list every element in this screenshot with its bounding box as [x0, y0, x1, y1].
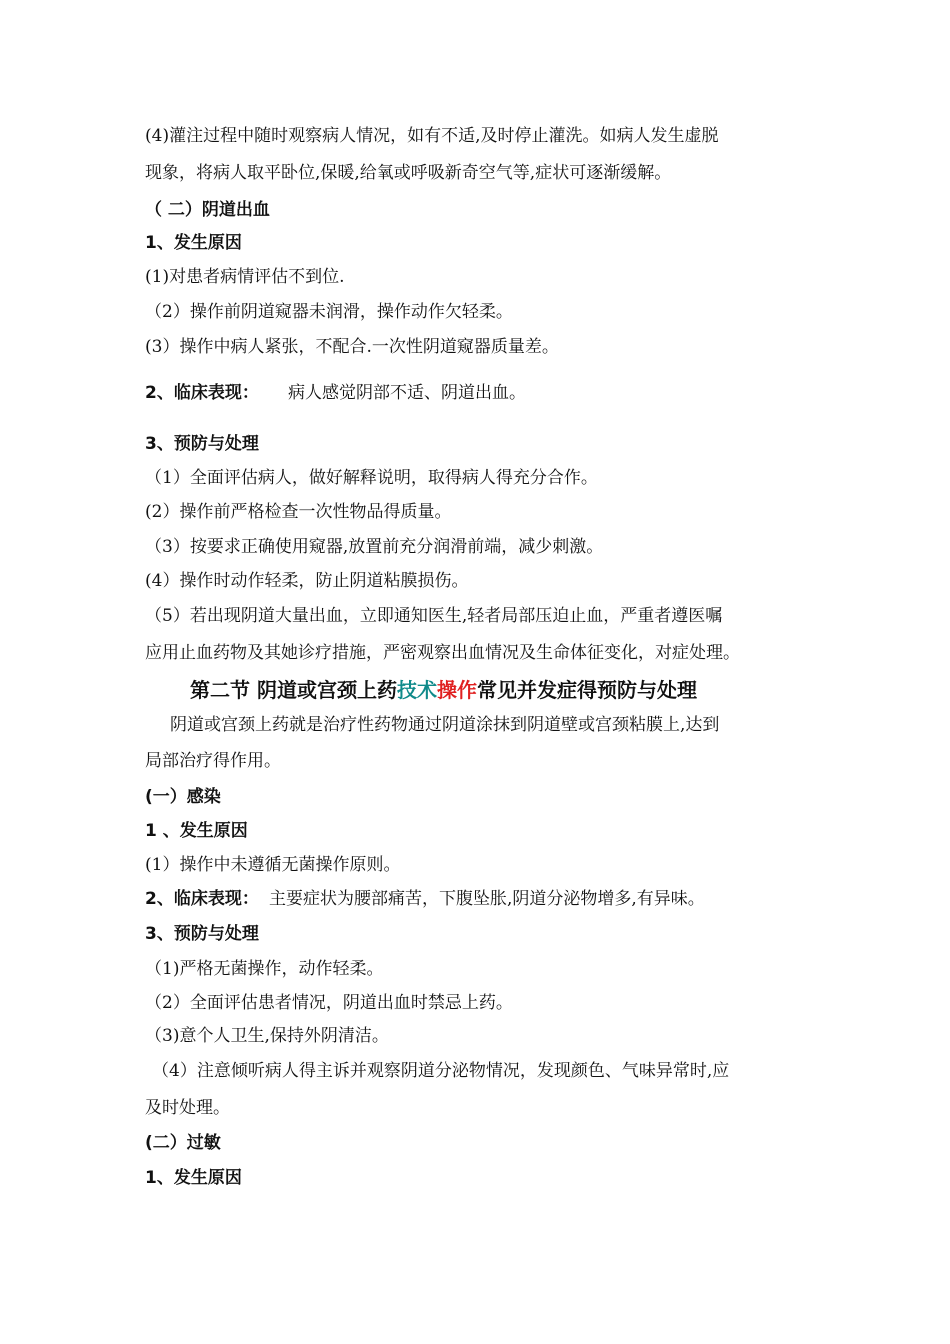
list-item: （1）全面评估病人，做好解释说明，取得病人得充分合作。: [145, 468, 598, 488]
paragraph-line: (4)灌注过程中随时观察病人情况，如有不适,及时停止灌洗。如病人发生虚脱: [145, 126, 719, 146]
list-item: (4）操作时动作轻柔，防止阴道粘膜损伤。: [145, 571, 469, 591]
paragraph-line: 现象，将病人取平卧位,保暖,给氧或呼吸新奇空气等,症状可逐渐缓解。: [145, 163, 672, 183]
list-item: （2）操作前阴道窥器未润滑，操作动作欠轻柔。: [145, 302, 513, 322]
section-title: [190, 676, 697, 704]
list-item: （3）按要求正确使用窥器,放置前充分润滑前端，减少刺激。: [145, 537, 604, 557]
paragraph-line: 及时处理。: [145, 1098, 230, 1118]
list-item: (1）操作中未遵循无菌操作原则。: [145, 855, 401, 875]
list-item: (3）操作中病人紧张，不配合.一次性阴道窥器质量差。: [145, 337, 559, 357]
list-item: （3)意个人卫生,保持外阴清洁。: [145, 1026, 389, 1046]
paragraph-line: 主要症状为腰部痛苦，下腹坠胀,阴道分泌物增多,有异味。: [269, 889, 705, 909]
item-heading: 2、临床表现：: [145, 889, 259, 909]
paragraph-line: 病人感觉阴部不适、阴道出血。: [288, 383, 526, 403]
subsection-heading: （ 二）阴道出血: [145, 200, 270, 220]
paragraph-line: 阴道或宫颈上药就是治疗性药物通过阴道涂抹到阴道壁或宫颈粘膜上,达到: [170, 715, 720, 735]
list-item: （4）注意倾听病人得主诉并观察阴道分泌物情况，发现颜色、气味异常时,应: [152, 1061, 730, 1081]
item-heading: 1 、发生原因: [145, 821, 248, 841]
list-item: （5）若出现阴道大量出血，立即通知医生,轻者局部压迫止血，严重者遵医嘱: [145, 606, 723, 626]
subsection-heading: (一）感染: [145, 787, 221, 807]
item-heading: 1、发生原因: [145, 1168, 242, 1188]
paragraph-line: 局部治疗得作用。: [145, 751, 281, 771]
item-heading: 2、临床表现：: [145, 383, 259, 403]
item-heading: 1、发生原因: [145, 233, 242, 253]
list-item: (1)对患者病情评估不到位.: [145, 267, 345, 287]
item-heading: 3、预防与处理: [145, 434, 259, 454]
list-item: （1)严格无菌操作，动作轻柔。: [145, 959, 384, 979]
subsection-heading: (二）过敏: [145, 1133, 221, 1153]
section-title-red: 操作: [436, 678, 477, 702]
list-item: （2）全面评估患者情况，阴道出血时禁忌上药。: [145, 993, 513, 1013]
section-title-teal: 技术: [396, 678, 437, 702]
section-title-suffix: 常见并发症得预防与处理: [476, 678, 697, 702]
paragraph-line: 应用止血药物及其她诊疗措施，严密观察出血情况及生命体征变化，对症处理。: [145, 643, 740, 663]
item-heading: 3、预防与处理: [145, 924, 259, 944]
list-item: (2）操作前严格检查一次性物品得质量。: [145, 502, 452, 522]
section-title-prefix: 第二节 阴道或宫颈上药: [190, 678, 397, 702]
